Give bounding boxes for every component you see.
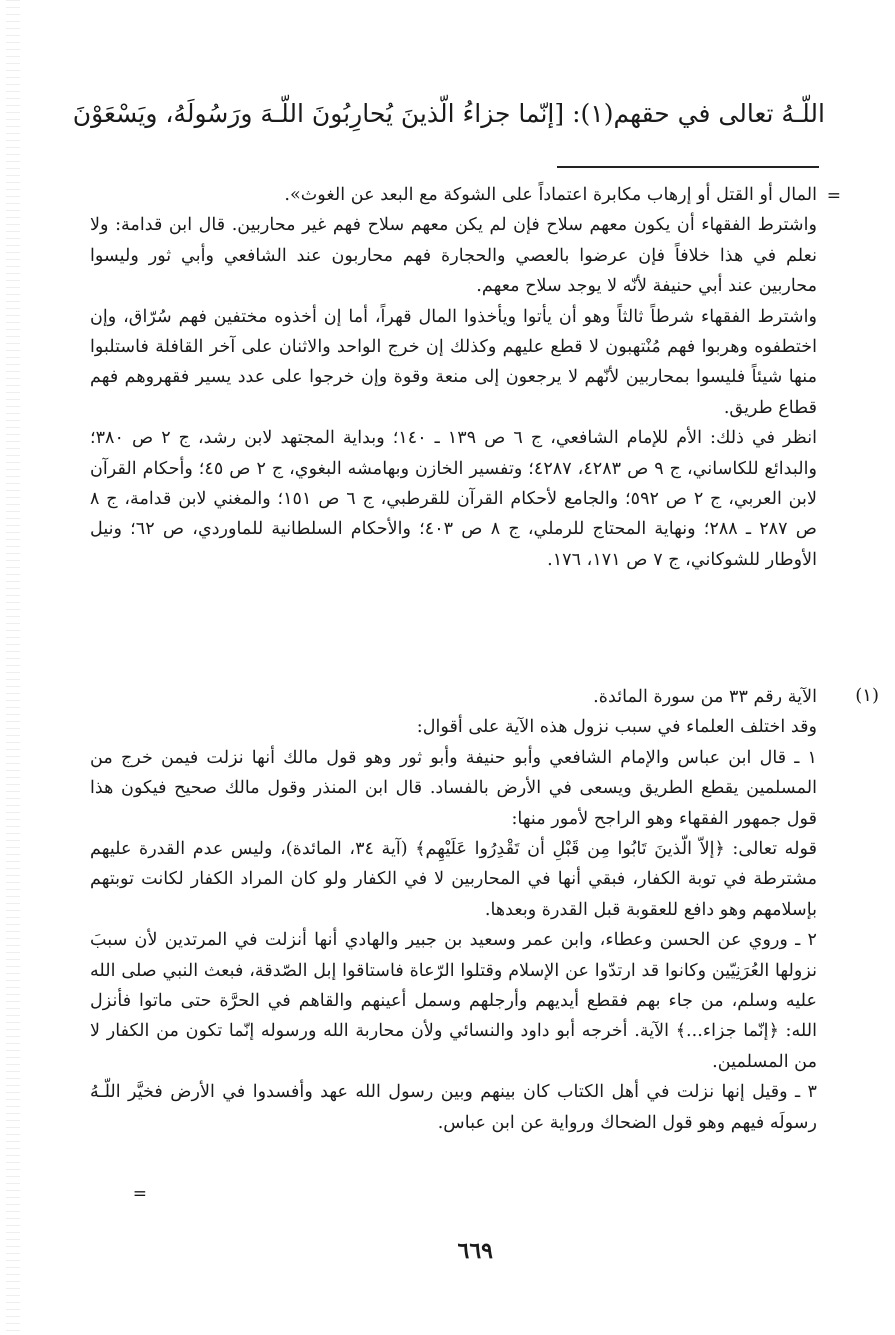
footnote-paragraph: قوله تعالى: ﴿إلاّ الّذينَ تَابُوا مِن قَبْلِ أن تَقْدِرُوا عَلَيْهِم﴾ (آية ٣٤، المائدة)، وليس عدم القدرة عليهم مشترطة في توبة الكفار، فبقي أنها في المحاربين لا في الكفار ولو كان المراد الكفار لكانت توبتهم بإسلامهم وهو دافع للعقوبة قبل القدرة وبعدها.	[90, 839, 817, 920]
footnote-paragraph: المال أو القتل أو إرهاب مكابرة اعتماداً على الشوكة مع البعد عن الغوث».	[284, 185, 817, 205]
footnote-continuation	[90, 180, 817, 575]
footnote-paragraph: ٢ ـ وروي عن الحسن وعطاء، وابن عمر وسعيد بن جبير والهادي أنها أنزلت في المرتدين لأن سببَ نزولها العُرَنِيّين وكانوا قد ارتدّوا عن الإسلام وقتلوا الرّعاة فاستاقوا إبل الصّدقة، فبعث النبي صلى الله عليه وسلم، من جاء بهم فقطع أيديهم وأرجلهم وسمل أعينهم والقاهم في الحرَّة حتى ماتوا فأنزل الله: ﴿إنّما جزاء...﴾ الآية. أخرجه أبو داود والنسائي ولأن محاربة الله ورسوله إنّما تكون من الكفار لا من المسلمين.	[90, 930, 817, 1072]
footnote-1	[90, 682, 817, 1138]
footnote-paragraph: ١ ـ قال ابن عباس والإمام الشافعي وأبو حنيفة وأبو ثور وهو قول مالك أنها نزلت فيمن خرج من المسلمين يقطع الطريق ويسعى في الأرض بالفساد. قال ابن المنذر وقول مالك صحيح فيكون هذا قول جمهور الفقهاء وهو الراجح لأمور منها:	[90, 747, 817, 829]
footnote-paragraph: واشترط الفقهاء أن يكون معهم سلاح فإن لم يكن معهم سلاح فهم غير محاربين. قال ابن قدامة: ولا نعلم في هذا خلافاً فإن عرضوا بالعصي والحجارة فهم محاربون عند الشافعي وأبي ثور وليسوا محاربين عند أبي حنيفة لأنّه لا يوجد سلاح معهم.	[90, 215, 817, 297]
footnote-paragraph: ٣ ـ وقيل إنها نزلت في أهل الكتاب كان بينهم وبين رسول الله عهد وأفسدوا في الأرض فخيَّر اللّـهُ رسولَه فيهم وهو قول الضحاك ورواية عن ابن عباس.	[90, 1082, 817, 1133]
footnote-1-label: (١)	[855, 685, 879, 706]
main-text-line: اللّـهُ تعالى في حقهم(١): [إنّما جزاءُ الّذينَ يُحارِبُونَ اللّـهَ ورَسُولَهُ، ويَسْعَوْنَ	[72, 99, 825, 128]
footnote-separator	[557, 166, 819, 168]
page-number: ٦٦٩	[457, 1238, 493, 1264]
footnote-paragraph: واشترط الفقهاء شرطاً ثالثاً وهو أن يأتوا ويأخذوا المال قهراً، أما إن أخذوه مختفين فهم سُرّاق، وإن اختطفوه وهربوا فهم مُنْتهبون لا قطع عليهم وكذلك إن خرج الواحد والاثنان على آخر القافلة فاستلبوا منها شيئاً فليسوا بمحاربين لأنّهم لا يرجعون إلى منعة وقوة وإن خرجوا على عدد يسير فقهروهم فهم قطاع طريق.	[90, 306, 817, 418]
scan-edge-artifact	[6, 0, 20, 1335]
footnote-paragraph: وقد اختلف العلماء في سبب نزول هذه الآية على أقوال:	[416, 717, 817, 738]
continuation-marker-start: =	[826, 186, 841, 206]
footnote-paragraph: الآية رقم ٣٣ من سورة المائدة.	[593, 687, 817, 707]
continuation-marker-end: =	[132, 1184, 147, 1204]
footnote-paragraph: انظر في ذلك: الأم للإمام الشافعي، ج ٦ ص ١٣٩ ـ ١٤٠؛ وبداية المجتهد لابن رشد، ج ٢ ص ٣٨٠؛ والبدائع للكاساني، ج ٩ ص ٤٢٨٣، ٤٢٨٧؛ وتفسير الخازن وبهامشه البغوي، ج ٢ ص ٤٥؛ وأحكام القرآن لابن العربي، ج ٢ ص ٥٩٢؛ والجامع لأحكام القرآن للقرطبي، ج ٦ ص ١٥١؛ والمغني لابن قدامة، ج ٨ ص ٢٨٧ ـ ٢٨٨؛ ونهاية المحتاج للرملي، ج ٨ ص ٤٠٣؛ والأحكام السلطانية للماوردي، ص ٦٢؛ ونيل الأوطار للشوكاني، ج ٧ ص ١٧١، ١٧٦.	[90, 428, 817, 570]
